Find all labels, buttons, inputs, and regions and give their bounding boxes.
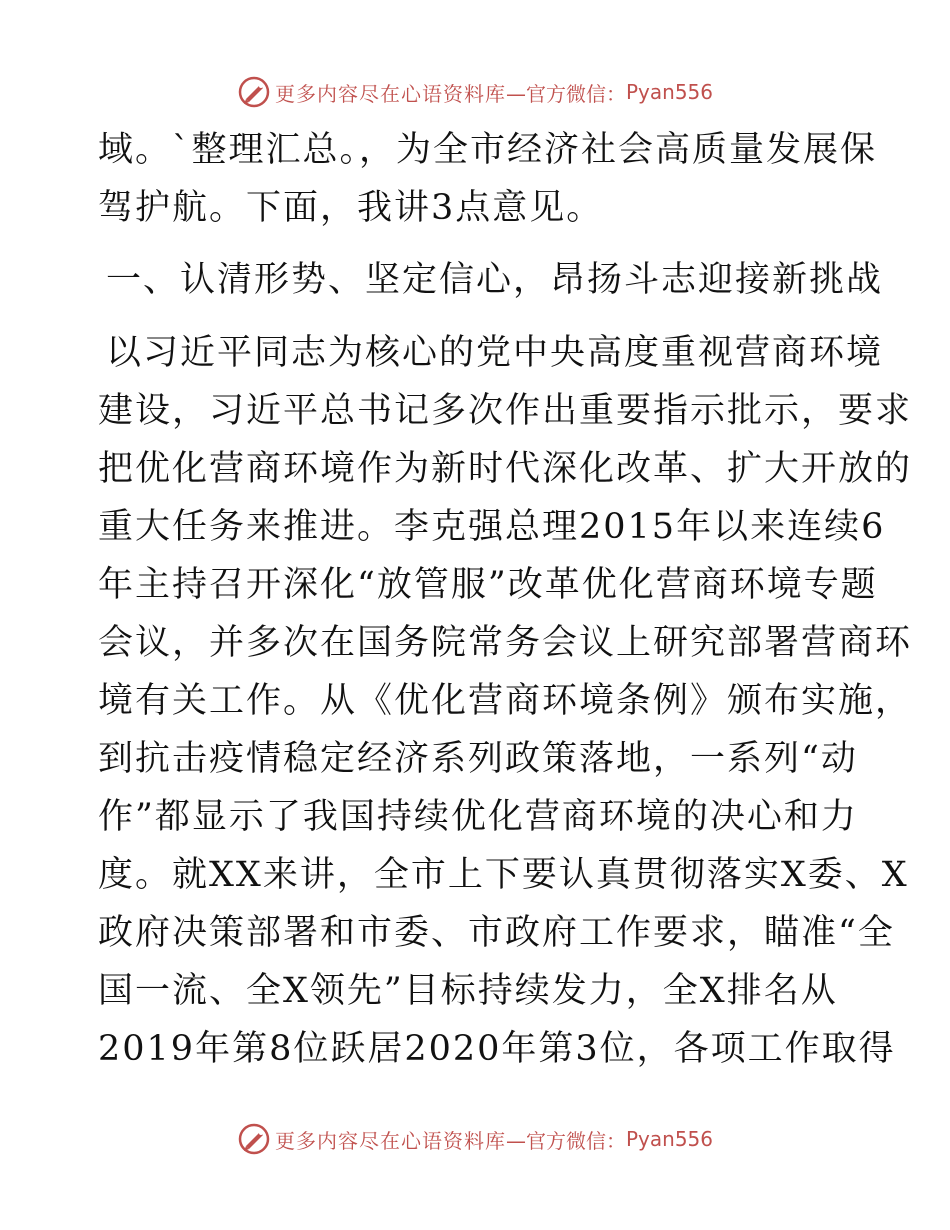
body-line: 2019年第8位跃居2020年第3位，各项工作取得 bbox=[98, 1029, 896, 1069]
body-line: 建设，习近平总书记多次作出重要指示批示，要求 bbox=[98, 391, 913, 431]
section-heading: 一、认清形势、坚定信心，昂扬斗志迎接新挑战 bbox=[106, 260, 884, 300]
body-line: 把优化营商环境作为新时代深化改革、扩大开放的 bbox=[98, 449, 913, 489]
body-line: 驾护航。下面，我讲3点意见。 bbox=[98, 188, 604, 228]
watermark-wechat-id: Pyan556 bbox=[625, 80, 713, 104]
watermark-separator: —官方微信： bbox=[505, 1128, 626, 1153]
body-line: 到抗击疫情稳定经济系列政策落地，一系列“动 bbox=[98, 739, 858, 779]
watermark-text: 更多内容尽在心语资料库 bbox=[274, 81, 506, 106]
body-line: 重大任务来推进。李克强总理2015年以来连续6 bbox=[98, 507, 886, 547]
pen-seal-logo-icon bbox=[237, 1122, 271, 1156]
body-line: 境有关工作。从《优化营商环境条例》颁布实施， bbox=[98, 681, 913, 721]
body-line: 年主持召开深化“放管服”改革优化营商环境专题 bbox=[98, 565, 878, 605]
body-line: 域。`整理汇总。，为全市经济社会高质量发展保 bbox=[98, 130, 878, 170]
body-line: 作”都显示了我国持续优化营商环境的决心和力 bbox=[98, 797, 858, 837]
body-line: 以习近平同志为核心的党中央高度重视营商环境 bbox=[106, 333, 884, 373]
watermark-wechat-id: Pyan556 bbox=[625, 1127, 713, 1151]
watermark-text: 更多内容尽在心语资料库 bbox=[274, 1128, 506, 1153]
body-line: 政府决策部署和市委、市政府工作要求，瞄准“全 bbox=[98, 913, 895, 953]
watermark-separator: —官方微信： bbox=[505, 81, 626, 106]
footer-watermark-banner bbox=[0, 1119, 950, 1159]
body-line: 度。就XX来讲，全市上下要认真贯彻落实X委、X bbox=[98, 855, 909, 895]
body-line: 会议，并多次在国务院常务会议上研究部署营商环 bbox=[98, 623, 913, 663]
body-line: 国一流、全X领先”目标持续发力，全X排名从 bbox=[98, 971, 838, 1011]
